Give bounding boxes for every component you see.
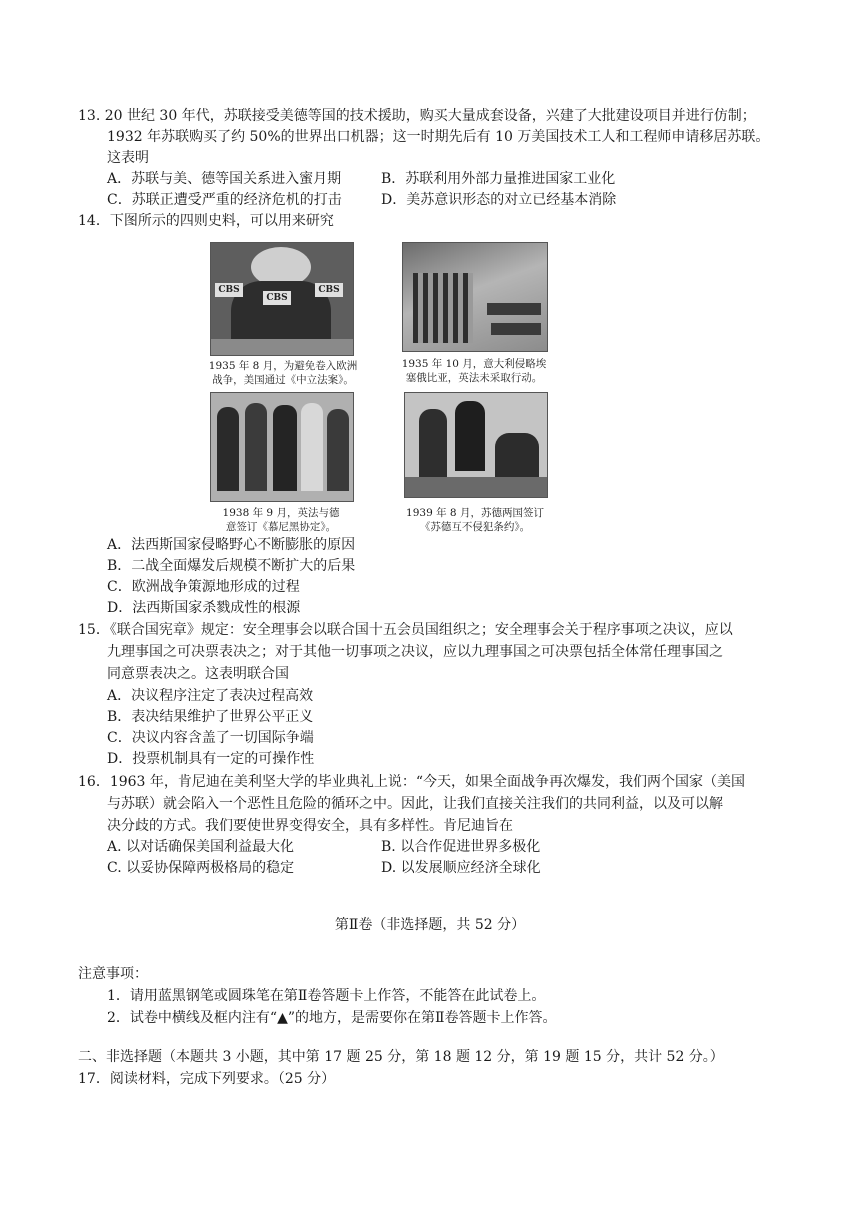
q13-line1: 13. 20 世纪 30 年代，苏联接受美德等国的技术援助，购买大量成套设备，兴建了大批建设项目并进行仿制；	[78, 108, 756, 124]
q14-option-a: A．法西斯国家侵略野心不断膨胀的原因	[107, 537, 356, 553]
caption-4-line1: 1939 年 8 月，苏德两国签订	[406, 507, 544, 519]
photo-neutrality-act	[210, 242, 354, 356]
q13-option-b: B．苏联利用外部力量推进国家工业化	[381, 171, 616, 187]
q16-option-d: D. 以发展顺应经济全球化	[381, 860, 541, 876]
q14-option-b: B．二战全面爆发后规模不断扩大的后果	[107, 558, 356, 574]
section-heading: 二、非选择题（本题共 3 小题，其中第 17 题 25 分，第 18 题 12 分，第 19 题 15 分，共计 52 分。）	[78, 1049, 724, 1065]
caption-2-line2: 塞俄比亚，英法未采取行动。	[405, 372, 543, 384]
caption-1-line2: 战争，美国通过《中立法案》。	[212, 374, 354, 386]
q15-option-c: C．决议内容含盖了一切国际争端	[107, 730, 314, 746]
q13-line2: 1932 年苏联购买了约 50%的世界出口机器；这一时期先后有 10 万美国技术工人和工程师申请移居苏联。	[107, 129, 770, 145]
q13-option-d: D．美苏意识形态的对立已经基本消除	[381, 192, 617, 208]
q16-line1: 16．1963 年，肯尼迪在美利坚大学的毕业典礼上说：“今天，如果全面战争再次爆发，我们两个国家（美国	[78, 774, 746, 790]
q14-option-c: C．欧洲战争策源地形成的过程	[107, 579, 300, 595]
q16-line2: 与苏联）就会陷入一个恶性且危险的循环之中。因此，让我们直接关注我们的共同利益，以及可以解	[107, 796, 723, 812]
caption-4-line2: 《苏德互不侵犯条约》。	[419, 521, 531, 533]
photo-munich-agreement	[210, 392, 354, 502]
cbs-sign: CBS	[263, 291, 291, 305]
q15-option-b: B．表决结果维护了世界公平正义	[107, 709, 314, 725]
part2-title: 第Ⅱ卷（非选择题，共 52 分）	[334, 917, 526, 933]
notice-item-1: 1．请用蓝黑钢笔或圆珠笔在第Ⅱ卷答题卡上作答，不能答在此试卷上。	[107, 988, 546, 1004]
q16-option-b: B. 以合作促进世界多极化	[381, 839, 541, 855]
q16-option-c: C. 以妥协保障两极格局的稳定	[107, 860, 295, 876]
caption-3-line1: 1938 年 9 月，英法与德	[222, 507, 340, 519]
q16-line3: 决分歧的方式。我们要使世界变得安全，具有多样性。肯尼迪旨在	[107, 818, 513, 834]
notice-heading: 注意事项：	[78, 966, 148, 982]
cbs-sign: CBS	[215, 283, 243, 297]
q15-line2: 九理事国之可决票表决之；对于其他一切事项之决议，应以九理事国之可决票包括全体常任理事国之	[107, 644, 723, 660]
caption-3-line2: 意签订《慕尼黑协定》。	[225, 521, 337, 533]
photo-italy-ethiopia	[402, 242, 548, 352]
q13-line3: 这表明	[107, 150, 149, 166]
q17-stem: 17．阅读材料，完成下列要求。（25 分）	[78, 1071, 336, 1087]
q14-stem: 14．下图所示的四则史料，可以用来研究	[78, 213, 334, 229]
q15-option-a: A．决议程序注定了表决过程高效	[107, 688, 314, 704]
notice-item-2: 2．试卷中横线及框内注有“▲”的地方，是需要你在第Ⅱ卷答题卡上作答。	[107, 1010, 557, 1026]
q13-option-c: C．苏联正遭受严重的经济危机的打击	[107, 192, 342, 208]
caption-1-line1: 1935 年 8 月，为避免卷入欧洲	[208, 360, 358, 372]
q15-option-d: D．投票机制具有一定的可操作性	[107, 751, 315, 767]
q15-line3: 同意票表决之。这表明联合国	[107, 666, 289, 682]
photo-soviet-german-pact	[404, 392, 548, 498]
q14-option-d: D．法西斯国家杀戮成性的根源	[107, 600, 301, 616]
q15-line1: 15．《联合国宪章》规定：安全理事会以联合国十五会员国组织之；安全理事会关于程序事项之决议，应以	[78, 622, 733, 638]
q13-option-a: A．苏联与美、德等国关系进入蜜月期	[107, 171, 342, 187]
q16-option-a: A. 以对话确保美国利益最大化	[107, 839, 295, 855]
caption-2-line1: 1935 年 10 月，意大利侵略埃	[401, 358, 547, 370]
cbs-sign: CBS	[315, 283, 343, 297]
